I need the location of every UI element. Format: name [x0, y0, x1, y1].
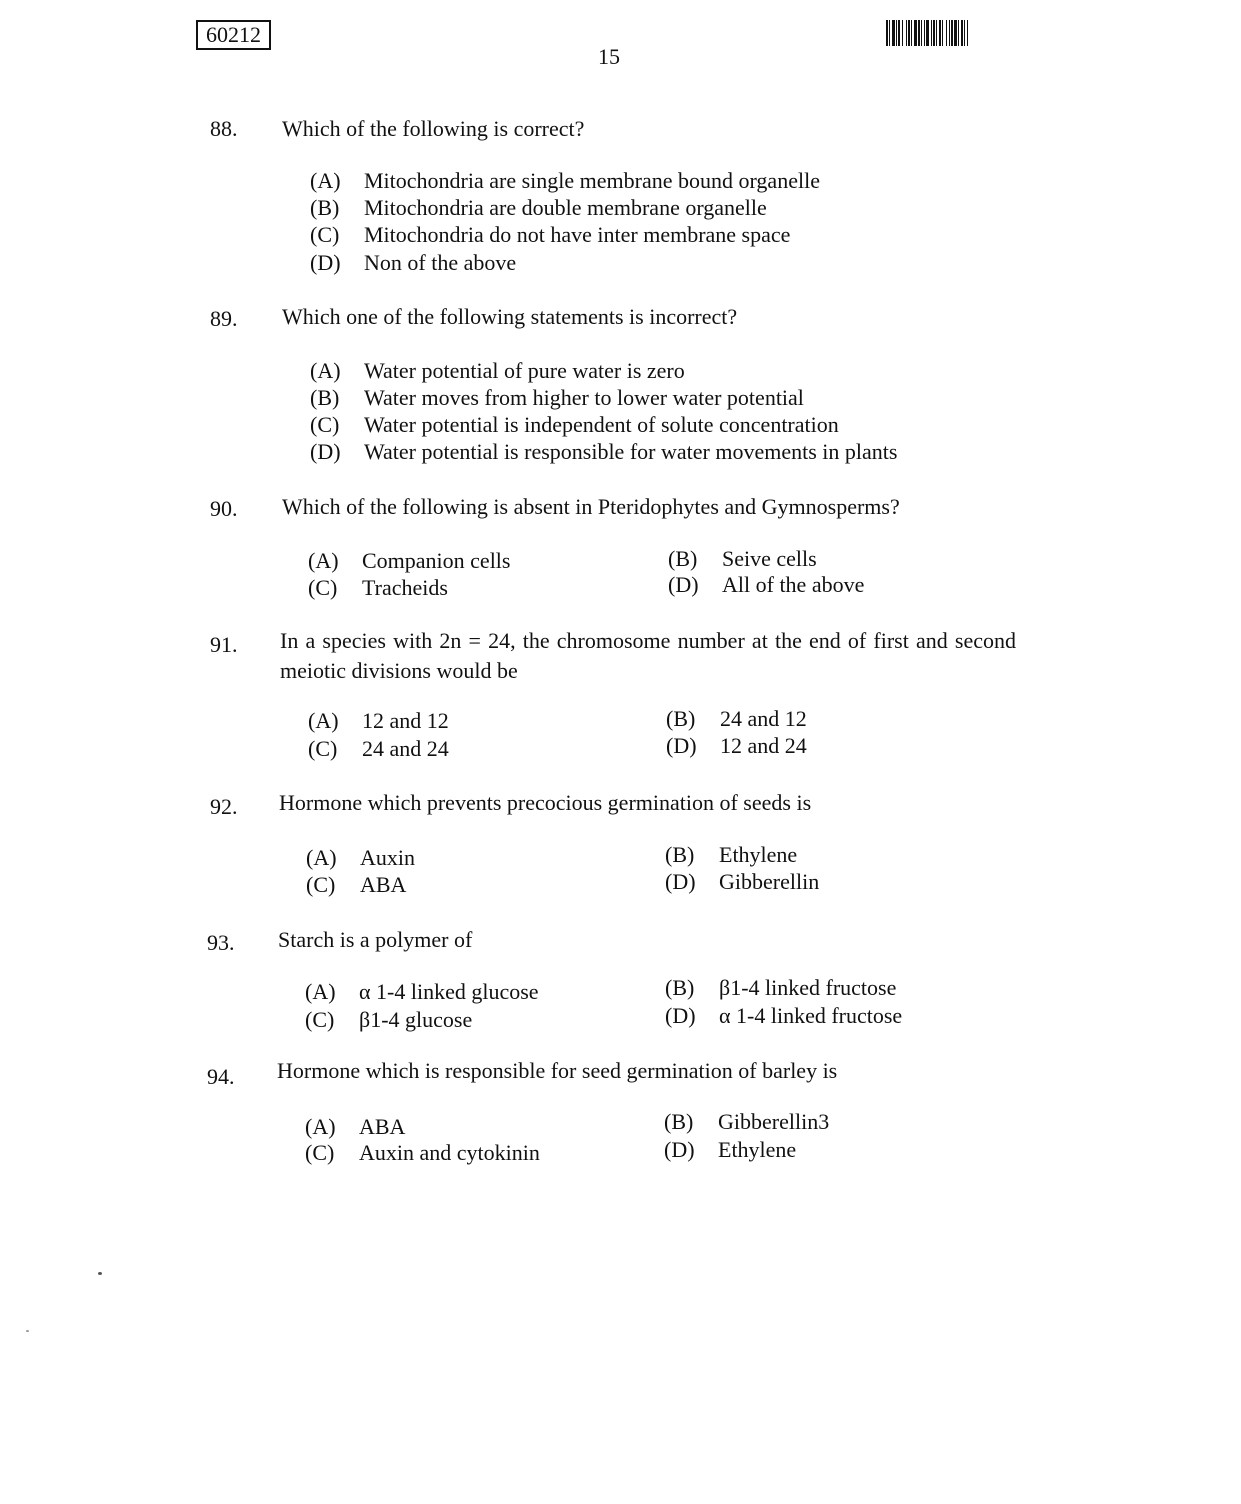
question-number: 93.: [207, 930, 235, 955]
page-number: 15: [598, 44, 620, 69]
question-text: Hormone which prevents precocious germination of seeds is: [279, 790, 812, 815]
option-b: (B) Ethylene: [665, 842, 798, 867]
paper-code: 60212: [206, 22, 261, 47]
question-number: 94.: [207, 1064, 235, 1089]
option-b: (B) Water moves from higher to lower water potential: [310, 385, 804, 410]
question-text: Hormone which is responsible for seed germination of barley is: [277, 1058, 838, 1083]
option-a: (A) Water potential of pure water is zero: [310, 358, 685, 383]
option-d: (D) 12 and 24: [666, 733, 807, 758]
option-a: (A) Mitochondria are single membrane bound organelle: [310, 168, 820, 193]
paper-code-box: [196, 20, 271, 50]
question-number: 90.: [210, 496, 238, 521]
option-b: (B) β1-4 linked fructose: [665, 975, 897, 1000]
question-number: 91.: [210, 632, 238, 657]
option-d: (D) α 1-4 linked fructose: [665, 1003, 903, 1028]
question-number: 92.: [210, 794, 238, 819]
option-b: (B) 24 and 12: [666, 706, 807, 731]
option-a: (A) α 1-4 linked glucose: [305, 979, 539, 1004]
option-c: (C) 24 and 24: [308, 736, 449, 761]
question-number: 89.: [210, 306, 238, 331]
option-d: (D) Non of the above: [310, 250, 517, 275]
option-c: (C) β1-4 glucose: [305, 1007, 473, 1032]
option-c: (C) Water potential is independent of solute concentration: [310, 412, 839, 437]
question-text: Which one of the following statements is incorrect?: [282, 304, 738, 329]
option-c: (C) Auxin and cytokinin: [305, 1140, 540, 1165]
question-number: 88.: [210, 116, 238, 141]
option-c: (C) Mitochondria do not have inter membrane space: [310, 222, 791, 247]
option-a: (A) Auxin: [306, 845, 415, 870]
question-text: In a species with 2n = 24, the chromosome number at the end of first and second meiotic divisions would be: [280, 628, 1016, 683]
barcode-bar: [968, 20, 971, 46]
option-a: (A) ABA: [305, 1114, 406, 1139]
option-b: (B) Gibberellin3: [664, 1109, 830, 1134]
option-d: (D) Ethylene: [664, 1137, 797, 1162]
scan-speck: [26, 1330, 29, 1332]
option-d: (D) Water potential is responsible for water movements in plants: [310, 439, 898, 464]
option-d: (D) Gibberellin: [665, 869, 820, 894]
question-text: Which of the following is correct?: [282, 116, 585, 141]
option-b: (B) Mitochondria are double membrane organelle: [310, 195, 767, 220]
question-text: Which of the following is absent in Pteridophytes and Gymnosperms?: [282, 494, 900, 519]
option-b: (B) Seive cells: [668, 546, 817, 571]
barcode: [886, 20, 1046, 46]
option-a: (A) Companion cells: [308, 548, 511, 573]
option-c: (C) ABA: [306, 872, 407, 897]
option-d: (D) All of the above: [668, 572, 865, 597]
scan-speck: [98, 1272, 102, 1275]
option-c: (C) Tracheids: [308, 575, 448, 600]
option-a: (A) 12 and 12: [308, 708, 449, 733]
question-text: Starch is a polymer of: [278, 927, 473, 952]
